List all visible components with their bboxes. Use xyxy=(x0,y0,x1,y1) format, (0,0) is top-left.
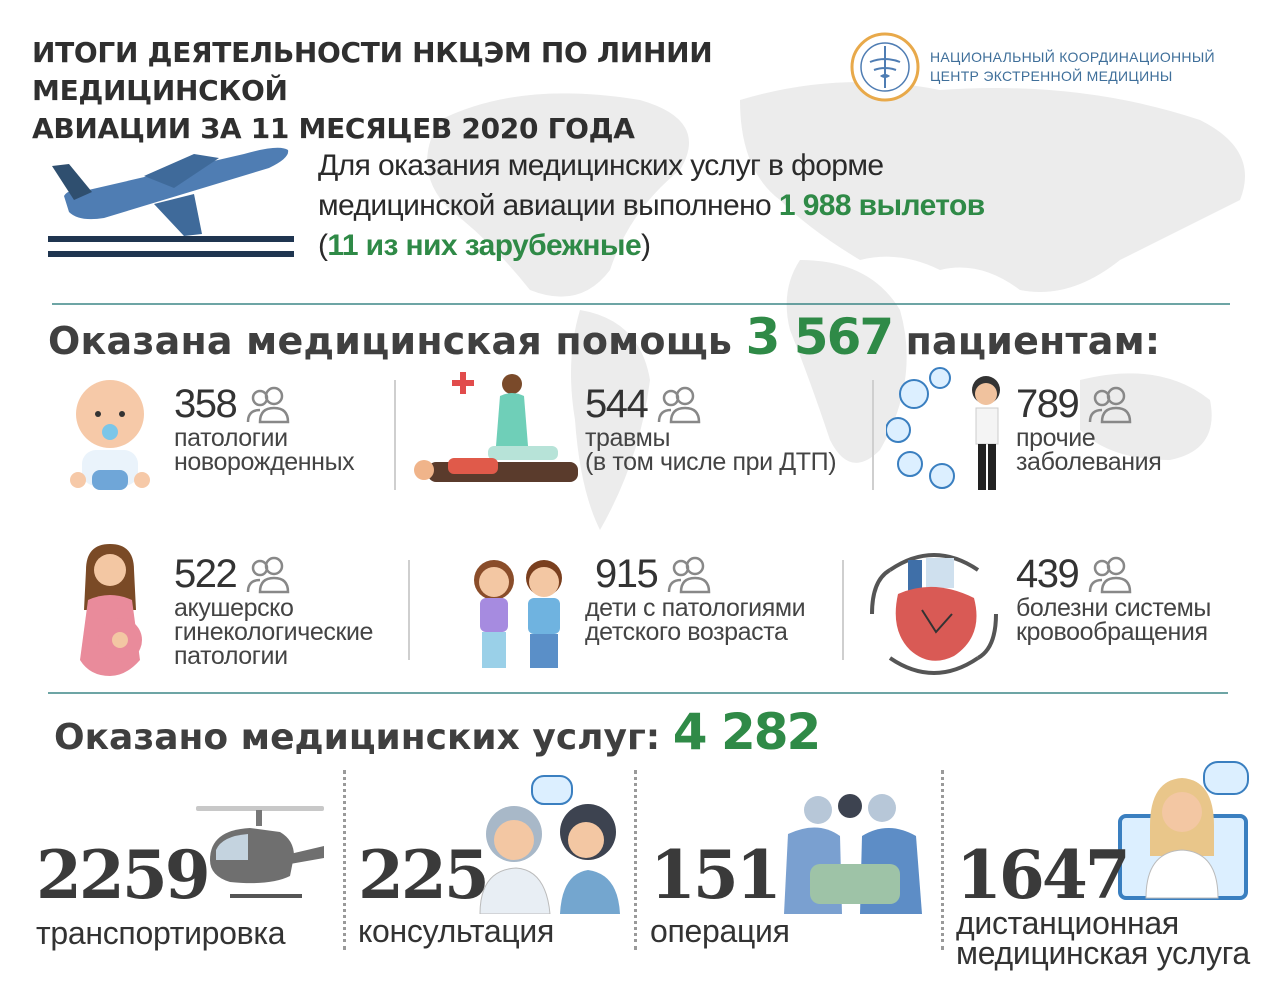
service-label: транспортировка xyxy=(36,915,286,951)
section-divider xyxy=(52,303,1230,305)
paren-close: ) xyxy=(641,229,651,262)
stat-value: 789 xyxy=(1016,382,1079,426)
baby-illustration xyxy=(70,372,150,496)
stat-value-row xyxy=(585,552,805,596)
stat-label-2: детского возраста xyxy=(585,618,788,646)
stat-circulatory xyxy=(1016,552,1211,644)
services-total: 4 282 xyxy=(672,703,820,761)
people-icon xyxy=(244,384,292,424)
service-telemedicine xyxy=(956,836,1250,971)
stat-label-1: травмы xyxy=(585,424,671,452)
services-heading xyxy=(54,705,954,765)
service-value: 225 xyxy=(358,836,487,914)
org-line-1: НАЦИОНАЛЬНЫЙ КООРДИНАЦИОННЫЙ xyxy=(930,49,1215,65)
flights-line-1: Для оказания медицинских услуг в форме xyxy=(318,149,884,182)
column-separator xyxy=(872,380,874,490)
service-value: 1647 xyxy=(956,836,1128,914)
stat-value: 544 xyxy=(585,382,648,426)
stat-label-1: патологии xyxy=(174,424,288,452)
org-line-2: ЦЕНТР ЭКСТРЕННОЙ МЕДИЦИНЫ xyxy=(930,68,1173,84)
service-label-2: медицинская услуга xyxy=(956,935,1250,971)
people-icon xyxy=(244,554,292,594)
service-transport xyxy=(36,836,286,951)
service-label: консультация xyxy=(358,913,554,949)
people-icon xyxy=(665,554,713,594)
services-heading-prefix: Оказано медицинских услуг: xyxy=(54,717,661,758)
service-value: 151 xyxy=(650,836,779,914)
flights-line-3 xyxy=(318,226,1118,266)
stat-label-1: болезни системы xyxy=(1016,594,1211,622)
sick-man-illustration xyxy=(886,364,1016,494)
stat-value-row xyxy=(1016,382,1161,426)
people-icon xyxy=(655,384,703,424)
stat-value-row xyxy=(174,382,354,426)
stat-other-diseases xyxy=(1016,382,1161,474)
heart-illustration xyxy=(860,540,1008,688)
stat-label-2: новорожденных xyxy=(174,448,355,476)
airplane-icon xyxy=(44,136,294,266)
pregnant-woman-illustration xyxy=(70,540,150,680)
column-separator xyxy=(941,770,944,950)
service-label-1: дистанционная xyxy=(956,905,1179,941)
column-separator xyxy=(343,770,346,950)
foreign-flights: 11 из них зарубежные xyxy=(327,229,642,262)
flights-line-2-text: медицинской авиации выполнено xyxy=(318,189,779,222)
stat-value-row xyxy=(1016,552,1211,596)
patients-heading xyxy=(48,308,1248,366)
patients-heading-prefix: Оказана медицинская помощь xyxy=(48,319,733,363)
stat-label-1: прочие xyxy=(1016,424,1096,452)
people-icon xyxy=(1086,554,1134,594)
organization-name xyxy=(930,48,1250,86)
surgery-illustration xyxy=(770,790,930,914)
column-separator xyxy=(408,560,410,660)
column-separator xyxy=(634,770,637,950)
stat-label-1: акушерско xyxy=(174,594,294,622)
service-operation xyxy=(650,836,790,949)
stat-value-row xyxy=(174,552,373,596)
stat-value-row xyxy=(585,382,836,426)
paren-open: ( xyxy=(318,229,328,262)
stat-label-2: кровообращения xyxy=(1016,618,1208,646)
stat-obstetric xyxy=(174,552,373,668)
page-title xyxy=(32,34,832,148)
stat-value: 439 xyxy=(1016,552,1079,596)
service-value: 2259 xyxy=(36,836,208,914)
stat-value: 358 xyxy=(174,382,237,426)
people-icon xyxy=(1086,384,1134,424)
flights-line-2 xyxy=(318,186,1118,226)
title-line-2: АВИАЦИИ ЗА 11 МЕСЯЦЕВ 2020 ГОДА xyxy=(32,112,635,145)
flights-count: 1 988 вылетов xyxy=(778,189,985,222)
stat-newborn xyxy=(174,382,354,474)
stat-label-2: (в том числе при ДТП) xyxy=(585,448,837,476)
logo-emblem xyxy=(850,32,920,102)
stat-children xyxy=(585,552,805,644)
stat-label-1: дети с патологиями xyxy=(585,594,806,622)
column-separator xyxy=(394,380,396,490)
flights-summary xyxy=(318,146,1118,266)
column-separator xyxy=(842,560,844,660)
stat-value: 915 xyxy=(595,552,658,596)
stat-label-3: патологии xyxy=(174,642,288,670)
service-label: операция xyxy=(650,913,790,949)
children-illustration xyxy=(464,550,576,674)
stat-label-2: гинекологические xyxy=(174,618,374,646)
title-line-1: ИТОГИ ДЕЯТЕЛЬНОСТИ НКЦЭМ ПО ЛИНИИ МЕДИЦИНСКОЙ xyxy=(32,36,713,107)
injured-person-illustration xyxy=(408,366,588,494)
section-divider xyxy=(48,692,1228,694)
service-consultation xyxy=(358,836,554,949)
patients-heading-suffix: пациентам: xyxy=(905,319,1161,363)
stat-injuries xyxy=(585,382,836,474)
patients-total: 3 567 xyxy=(745,308,893,366)
stat-value: 522 xyxy=(174,552,237,596)
stat-label-2: заболевания xyxy=(1016,448,1162,476)
